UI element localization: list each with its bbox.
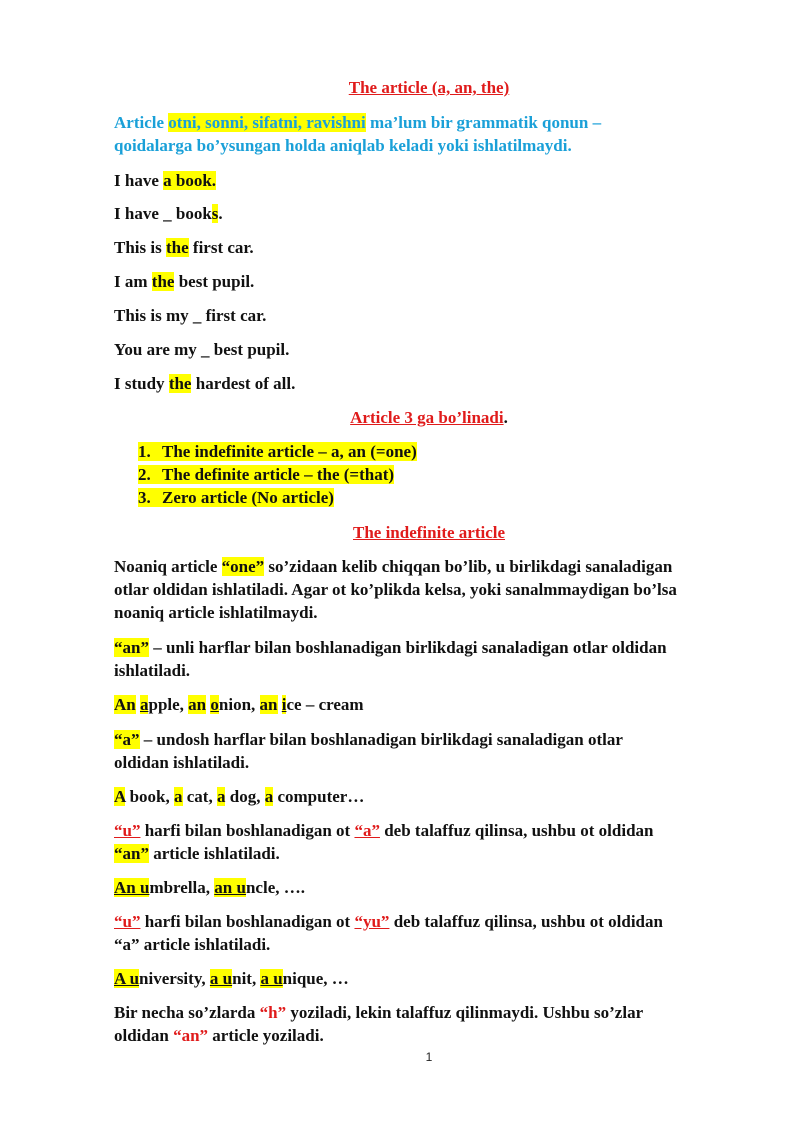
paragraph-text: noaniq article ishlatilmaydi. bbox=[114, 603, 318, 622]
paragraph-text: ishlatiladi. bbox=[114, 661, 191, 680]
paragraph-text: – unli harflar bilan boshlanadigan birlikdagi sanaladigan otlar oldidan bbox=[148, 638, 667, 657]
example-text: niversity, bbox=[139, 969, 210, 988]
example-highlight: the bbox=[151, 272, 175, 291]
intro-text: qoidalarga bo’ysungan holda aniqlab keladi yoki ishlatilmaydi. bbox=[114, 136, 572, 155]
list-text: Zero article (No article) bbox=[162, 488, 334, 507]
list-number: 3. bbox=[138, 488, 151, 507]
example-highlight: a u bbox=[209, 969, 233, 988]
example-highlight: s bbox=[211, 204, 219, 223]
intro-highlight: otni, sonni, sifatni, ravishni bbox=[168, 113, 366, 132]
example-highlight: an bbox=[188, 695, 207, 714]
paragraph-line bbox=[114, 1001, 643, 1024]
list-text: The definite article – the (=that) bbox=[162, 465, 395, 484]
example-text: first car. bbox=[188, 238, 254, 257]
list-item bbox=[138, 440, 417, 463]
paragraph-line bbox=[114, 751, 249, 774]
paragraph-text: deb talaffuz qilinsa, ushbu ot oldidan bbox=[389, 912, 663, 931]
example-text: dog, bbox=[225, 787, 265, 806]
section-heading bbox=[0, 406, 800, 429]
example-highlight: a book. bbox=[163, 171, 217, 190]
paragraph-line bbox=[114, 842, 280, 865]
paragraph-text: article yoziladi. bbox=[208, 1026, 324, 1045]
paragraph-line bbox=[114, 601, 318, 624]
paragraph-text: oldidan ishlatiladi. bbox=[114, 753, 250, 772]
paragraph-red: “a” bbox=[354, 821, 380, 840]
paragraph-highlight: “an” bbox=[114, 638, 149, 657]
example-highlight: the bbox=[168, 374, 192, 393]
paragraph-text: deb talaffuz qilinsa, ushbu ot oldidan bbox=[379, 821, 654, 840]
example-text: computer… bbox=[273, 787, 365, 806]
paragraph-line bbox=[114, 578, 677, 601]
example-line bbox=[114, 693, 364, 716]
example-text: This is my _ first car. bbox=[114, 306, 267, 325]
paragraph-red: “u” bbox=[114, 821, 141, 840]
example-text: I study bbox=[114, 374, 169, 393]
example-line bbox=[114, 304, 266, 327]
example-highlight: the bbox=[165, 238, 189, 257]
example-text: cat, bbox=[182, 787, 217, 806]
example-highlight: a u bbox=[260, 969, 283, 988]
paragraph-text: article ishlatiladi. bbox=[148, 844, 280, 863]
section-heading-text: Article 3 ga bo’linadi bbox=[350, 408, 504, 427]
example-line bbox=[114, 202, 223, 225]
example-text: . bbox=[218, 204, 223, 223]
example-text: nique, … bbox=[282, 969, 349, 988]
intro-text: ma’lum bir grammatik qonun – bbox=[365, 113, 602, 132]
example-highlight: o bbox=[210, 695, 219, 714]
paragraph-line bbox=[114, 819, 653, 842]
paragraph-text: harfi bilan boshlanadigan ot bbox=[140, 821, 355, 840]
paragraph-highlight: “a” bbox=[114, 730, 140, 749]
paragraph-line bbox=[114, 636, 667, 659]
page-number: 1 bbox=[425, 1050, 433, 1064]
example-text: This is bbox=[114, 238, 166, 257]
example-text: hardest of all. bbox=[191, 374, 296, 393]
paragraph-text: Noaniq article bbox=[114, 557, 222, 576]
example-text: pple, bbox=[148, 695, 189, 714]
paragraph-text: otlar oldidan ishlatiladi. Agar ot ko’plikda kelsa, yoki sanalmmaydigan bo’lsa bbox=[114, 580, 677, 599]
example-text: nion, bbox=[218, 695, 260, 714]
example-text: I have bbox=[114, 171, 164, 190]
example-highlight: a bbox=[174, 787, 183, 806]
example-highlight: A bbox=[114, 787, 126, 806]
example-highlight: an u bbox=[214, 878, 246, 897]
example-highlight: an bbox=[259, 695, 278, 714]
example-highlight: An bbox=[114, 695, 136, 714]
paragraph-line bbox=[114, 1024, 324, 1047]
example-text: mbrella, bbox=[149, 878, 215, 897]
paragraph-red: “h” bbox=[259, 1003, 287, 1022]
example-line bbox=[114, 967, 349, 990]
paragraph-text: “a” article ishlatiladi. bbox=[114, 935, 271, 954]
example-highlight: i bbox=[281, 695, 287, 714]
list-number: 1. bbox=[138, 442, 151, 461]
example-line bbox=[114, 338, 289, 361]
section-heading bbox=[0, 521, 800, 544]
example-text: I am bbox=[114, 272, 152, 291]
paragraph-line bbox=[114, 933, 270, 956]
paragraph-red: “an” bbox=[173, 1026, 209, 1045]
page-title bbox=[0, 76, 800, 99]
example-text: ce – cream bbox=[286, 695, 364, 714]
example-text: best pupil. bbox=[174, 272, 255, 291]
example-line bbox=[114, 876, 305, 899]
paragraph-text: Bir necha so’zlarda bbox=[114, 1003, 260, 1022]
paragraph-highlight: “one” bbox=[221, 557, 265, 576]
paragraph-line bbox=[114, 728, 623, 751]
paragraph-highlight: “an” bbox=[114, 844, 149, 863]
list-text: The indefinite article – a, an (=one) bbox=[162, 442, 417, 461]
example-highlight: An u bbox=[114, 878, 150, 897]
list-number: 2. bbox=[138, 465, 151, 484]
paragraph-text: oldidan bbox=[114, 1026, 174, 1045]
example-highlight: a bbox=[139, 695, 149, 714]
example-line bbox=[114, 372, 295, 395]
paragraph-text: yoziladi, lekin talaffuz qilinmaydi. Ushbu so’zlar bbox=[286, 1003, 644, 1022]
list-item bbox=[138, 486, 334, 509]
example-highlight: a bbox=[264, 787, 274, 806]
example-highlight: a bbox=[216, 787, 226, 806]
example-text: You are my _ best pupil. bbox=[114, 340, 290, 359]
example-line bbox=[114, 169, 216, 192]
example-text: book, bbox=[125, 787, 175, 806]
section-heading-dot: . bbox=[503, 408, 508, 427]
title-text: The article (a, an, the) bbox=[348, 78, 510, 97]
paragraph-text: – undosh harflar bilan boshlanadigan birlikdagi sanaladigan otlar bbox=[139, 730, 623, 749]
section-heading-text: The indefinite article bbox=[352, 523, 506, 542]
paragraph-line bbox=[114, 659, 190, 682]
example-line bbox=[114, 270, 254, 293]
example-text: ncle, …. bbox=[245, 878, 305, 897]
intro-text: Article bbox=[114, 113, 169, 132]
example-text: I have _ book bbox=[114, 204, 212, 223]
paragraph-line bbox=[114, 910, 663, 933]
paragraph-text: so’zidaan kelib chiqqan bo’lib, u birlikdagi sanaladigan bbox=[264, 557, 673, 576]
paragraph-text: harfi bilan boshlanadigan ot bbox=[140, 912, 355, 931]
intro-line-2 bbox=[114, 134, 572, 157]
list-item bbox=[138, 463, 394, 486]
example-text: nit, bbox=[232, 969, 261, 988]
intro-line-1 bbox=[114, 111, 601, 134]
paragraph-red: “yu” bbox=[354, 912, 390, 931]
example-highlight: A u bbox=[114, 969, 140, 988]
example-line bbox=[114, 785, 364, 808]
example-line bbox=[114, 236, 254, 259]
paragraph-red: “u” bbox=[114, 912, 141, 931]
paragraph-line bbox=[114, 555, 672, 578]
